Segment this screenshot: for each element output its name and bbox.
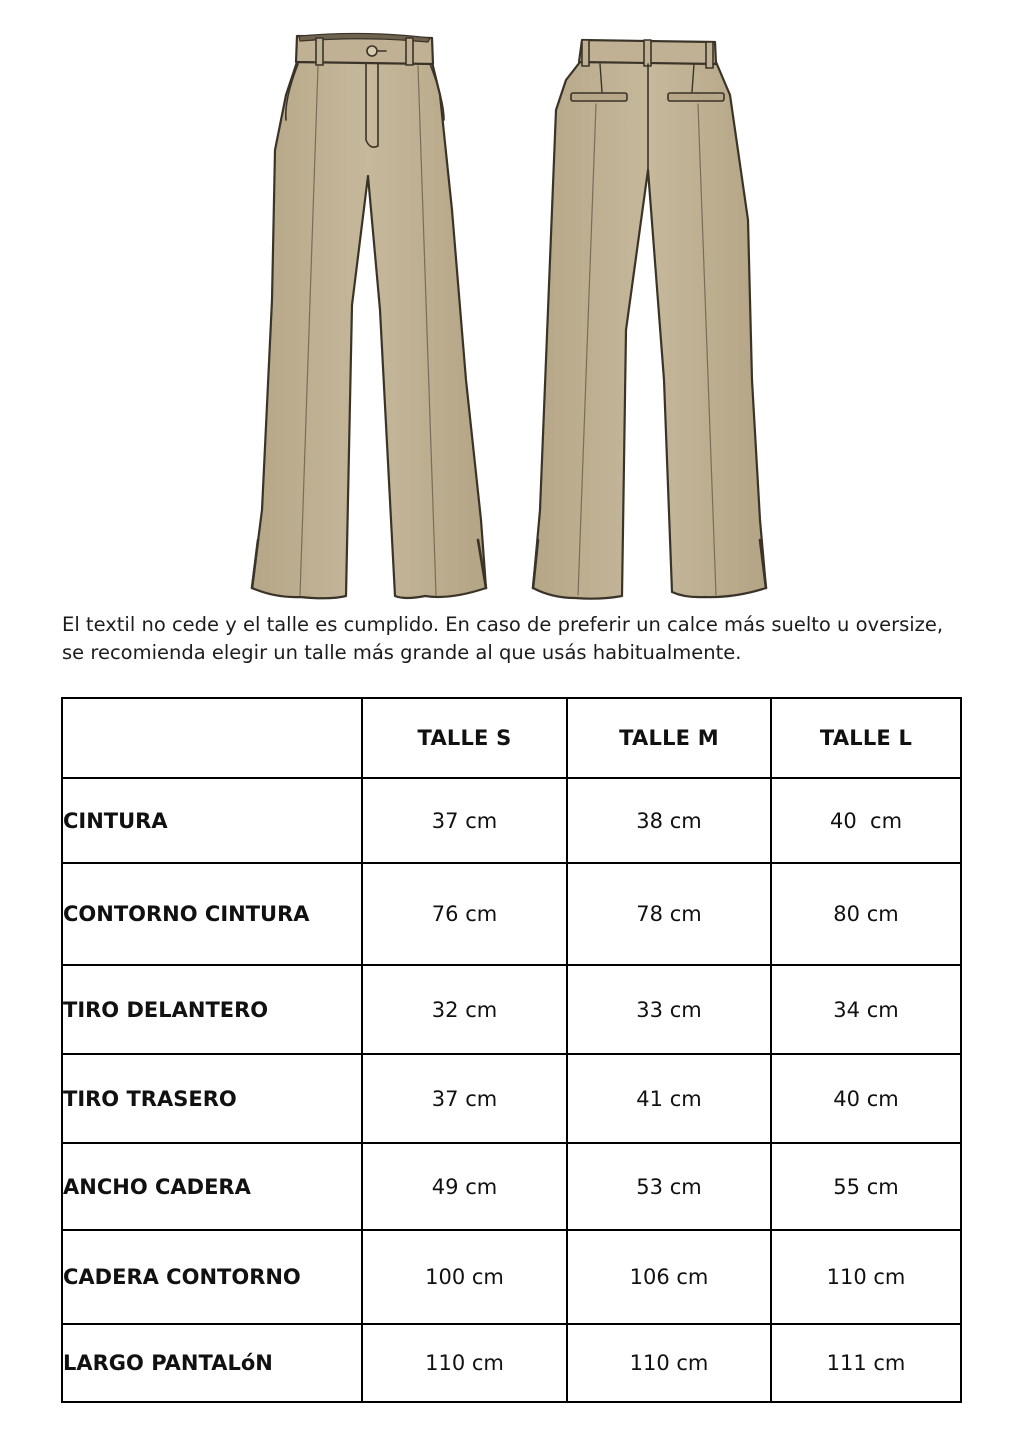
table-row	[62, 1230, 961, 1324]
cell-value: 106 cm	[567, 1230, 771, 1324]
header-talle-s: TALLE S	[362, 698, 567, 778]
size-table	[61, 697, 962, 1403]
table-row	[62, 778, 961, 863]
cell-value: 38 cm	[567, 778, 771, 863]
row-label-cadera-contorno: CADERA CONTORNO	[62, 1230, 362, 1324]
cell-value: 40 cm	[771, 778, 961, 863]
cell-value: 110 cm	[567, 1324, 771, 1402]
front-button	[367, 46, 377, 56]
row-label-tiro-delantero: TIRO DELANTERO	[62, 965, 362, 1054]
back-pocket-right	[668, 93, 724, 101]
cell-value: 76 cm	[362, 863, 567, 965]
cell-value: 78 cm	[567, 863, 771, 965]
row-label-ancho-cadera: ANCHO CADERA	[62, 1143, 362, 1230]
cell-value: 37 cm	[362, 1054, 567, 1143]
back-pocket-left	[571, 93, 627, 101]
row-label-largo-pantalon: LARGO PANTALóN	[62, 1324, 362, 1402]
row-label-contorno-cintura: CONTORNO CINTURA	[62, 863, 362, 965]
cell-value: 53 cm	[567, 1143, 771, 1230]
cell-value: 55 cm	[771, 1143, 961, 1230]
cell-value: 49 cm	[362, 1143, 567, 1230]
fit-note-line-2: se recomienda elegir un talle más grande al que usás habitualmente.	[62, 641, 742, 664]
cell-value: 32 cm	[362, 965, 567, 1054]
pants-illustration	[0, 0, 1024, 612]
header-talle-m: TALLE M	[567, 698, 771, 778]
table-row	[62, 863, 961, 965]
back-leg-body	[533, 62, 766, 599]
cell-value: 80 cm	[771, 863, 961, 965]
size-table-header-row	[62, 698, 961, 778]
cell-value: 37 cm	[362, 778, 567, 863]
table-row	[62, 965, 961, 1054]
table-row	[62, 1324, 961, 1402]
pants-front-view	[252, 33, 486, 598]
header-talle-l: TALLE L	[771, 698, 961, 778]
cell-value: 33 cm	[567, 965, 771, 1054]
fit-note-line-1: El textil no cede y el talle es cumplido. En caso de preferir un calce más suelto u oversize,	[62, 613, 944, 636]
pants-back-view	[533, 40, 766, 599]
cell-value: 110 cm	[362, 1324, 567, 1402]
cell-value: 34 cm	[771, 965, 961, 1054]
fit-note	[62, 611, 962, 667]
front-leg-body	[252, 62, 486, 598]
cell-value: 100 cm	[362, 1230, 567, 1324]
cell-value: 110 cm	[771, 1230, 961, 1324]
cell-value: 40 cm	[771, 1054, 961, 1143]
cell-value: 41 cm	[567, 1054, 771, 1143]
header-cell-empty	[62, 698, 362, 778]
table-row	[62, 1143, 961, 1230]
table-row	[62, 1054, 961, 1143]
row-label-cintura: CINTURA	[62, 778, 362, 863]
cell-value: 111 cm	[771, 1324, 961, 1402]
row-label-tiro-trasero: TIRO TRASERO	[62, 1054, 362, 1143]
